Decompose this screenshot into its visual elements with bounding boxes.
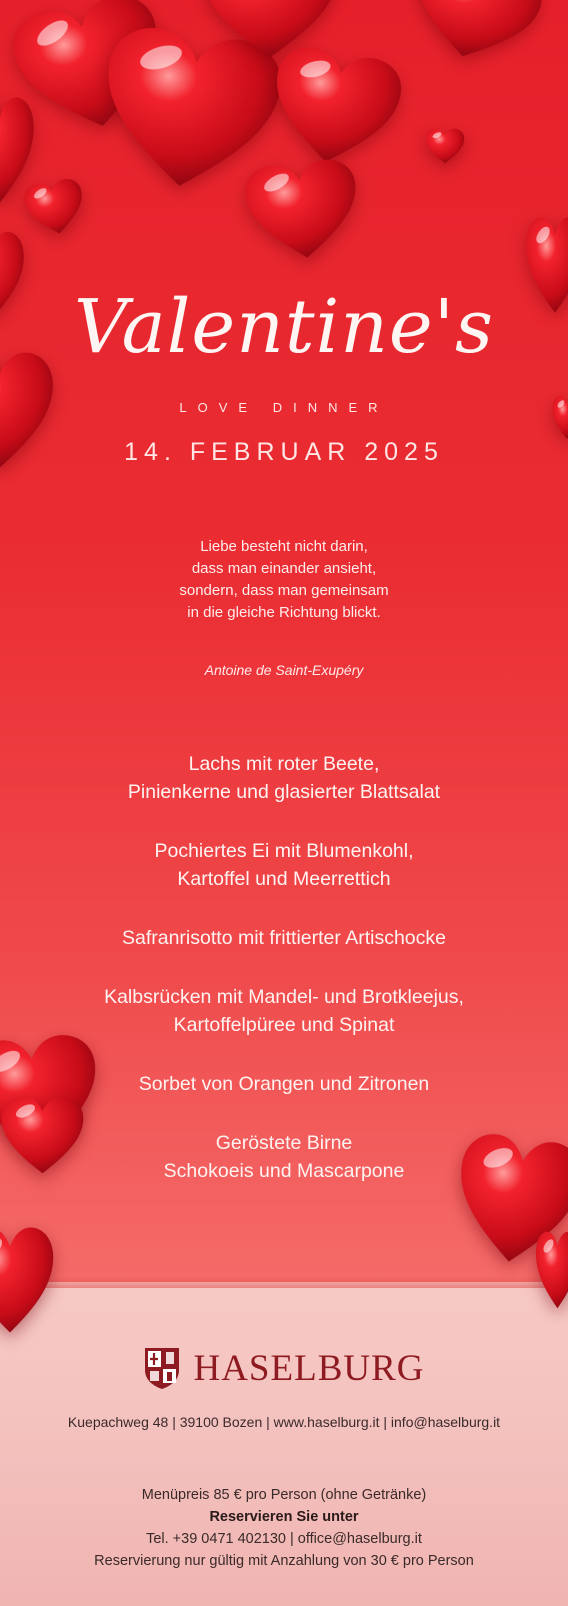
- menu-price: Menüpreis 85 € pro Person (ohne Getränke): [141, 1487, 427, 1503]
- heart-decoration: [261, 40, 409, 176]
- heart-decoration: [535, 1230, 568, 1310]
- reservation-contact: Tel. +39 0471 402130 | office@haselburg.it: [146, 1531, 422, 1547]
- menu-courses: [0, 750, 568, 1216]
- haselburg-crest-icon: [143, 1346, 181, 1390]
- menu-course: [0, 983, 568, 1039]
- course-line: Sorbet von Orangen und Zitronen: [138, 1073, 430, 1095]
- menu-course: [0, 750, 568, 806]
- contact-address: Kuepachweg 48 | 39100 Bozen | www.haselburg.it | info@haselburg.it: [67, 1414, 501, 1430]
- quote-line: in die gleiche Richtung blickt.: [187, 604, 381, 621]
- course-line: Schokoeis und Mascarpone: [163, 1160, 405, 1182]
- menu-course: [0, 1070, 568, 1098]
- course-line: Kalbsrücken mit Mandel- und Brotkleejus,: [104, 986, 464, 1008]
- course-line: Kartoffelpüree und Spinat: [173, 1014, 395, 1036]
- heart-decoration: [0, 95, 35, 205]
- menu-course: [0, 924, 568, 952]
- course-line: Safranrisotto mit frittierter Artischocke: [121, 927, 447, 949]
- menu-course: [0, 1129, 568, 1185]
- course-line: Lachs mit roter Beete,: [188, 753, 380, 775]
- heart-decoration: [240, 154, 365, 265]
- heart-decoration: [399, 0, 550, 75]
- brand-name: HASELBURG: [193, 1347, 425, 1389]
- heart-decoration: [0, 1225, 55, 1335]
- reserve-heading: Reservieren Sie unter: [209, 1509, 359, 1525]
- quote-line: dass man einander ansieht,: [191, 560, 377, 577]
- course-line: Kartoffel und Meerrettich: [177, 868, 391, 890]
- course-line: Pinienkerne und glasierter Blattsalat: [127, 781, 441, 803]
- brand-logo: [0, 1346, 568, 1390]
- menu-course: [0, 837, 568, 893]
- event-subtitle: LOVE DINNER: [179, 400, 389, 415]
- quote-author: Antoine de Saint-Exupéry: [204, 662, 364, 678]
- reservation-note: Reservierung nur gültig mit Anzahlung von 30 € pro Person: [94, 1553, 474, 1569]
- course-line: Geröstete Birne: [215, 1132, 353, 1154]
- course-line: Pochiertes Ei mit Blumenkohl,: [154, 840, 414, 862]
- event-title: Valentine's: [73, 284, 495, 370]
- event-date: 14. FEBRUAR 2025: [124, 438, 444, 466]
- quote-text: [0, 536, 568, 624]
- heart-decoration: [425, 128, 465, 164]
- floor-edge: [0, 1276, 568, 1288]
- quote-line: sondern, dass man gemeinsam: [179, 582, 389, 599]
- reservation-info: [0, 1484, 568, 1572]
- quote-line: Liebe besteht nicht darin,: [200, 538, 368, 555]
